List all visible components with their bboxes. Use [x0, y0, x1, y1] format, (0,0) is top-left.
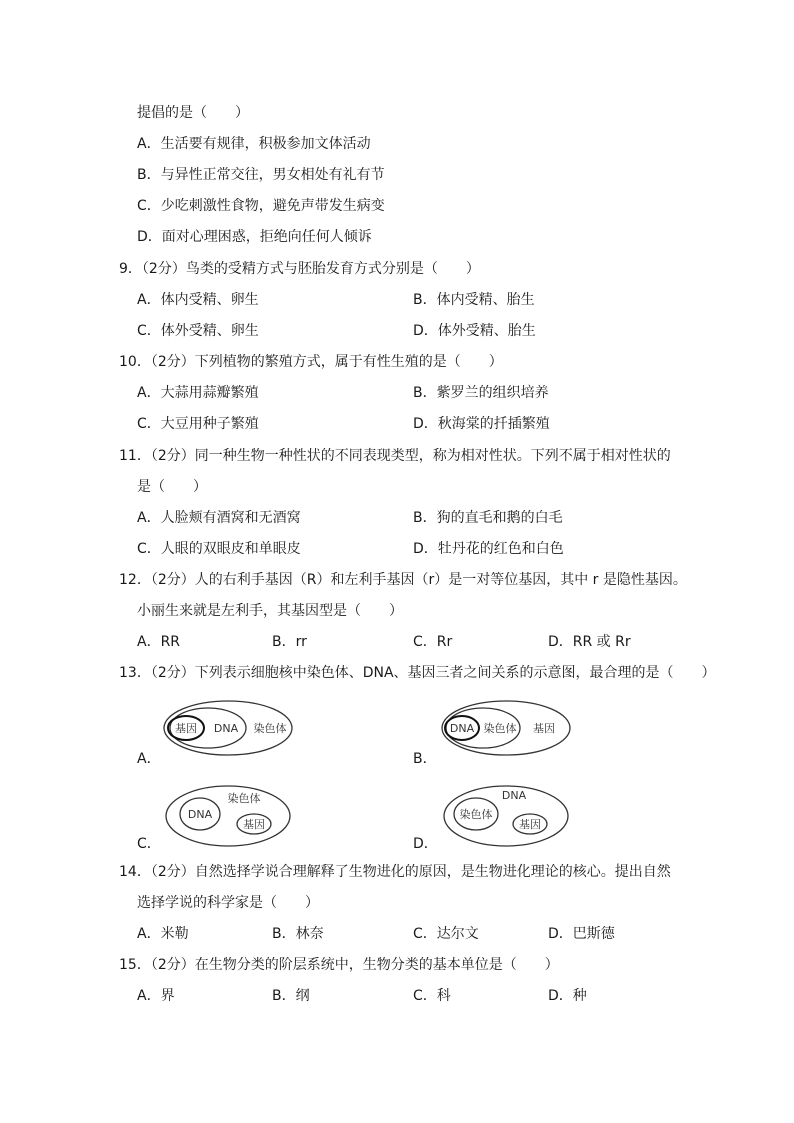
q12-stem-line1: 12．（2分）人的右利手基因（R）和左利手基因（r）是一对等位基因，其中 r 是隐性基因。 — [119, 572, 687, 588]
q14-option-c: C．达尔文 — [413, 926, 479, 942]
diagram-d-label-2: DNA — [501, 789, 527, 802]
q14-option-a: A．米勒 — [137, 926, 189, 942]
q15-option-c: C．科 — [413, 988, 451, 1004]
q14-stem-line1: 14．（2分）自然选择学说合理解释了生物进化的原因，是生物进化理论的核心。提出自然 — [119, 864, 671, 880]
q11-option-d: D．牡丹花的红色和白色 — [413, 541, 564, 557]
q15-option-d: D．种 — [548, 988, 587, 1004]
q11-stem-line1: 11．（2分）同一种生物一种性状的不同表现类型，称为相对性状。下列不属于相对性状的 — [119, 448, 671, 464]
diagram-c-label-3: 基因 — [243, 818, 265, 831]
q10-option-d: D．秋海棠的扦插繁殖 — [413, 416, 550, 432]
q11-option-a: A．人脸颊有酒窝和无酒窝 — [137, 510, 301, 526]
diagram-c-label-1: DNA — [187, 808, 213, 821]
diagram-a-label-1: 基因 — [175, 722, 197, 735]
q8-option-a: A．生活要有规律，积极参加文体活动 — [137, 136, 371, 152]
q12-option-d: D．RR 或 Rr — [548, 634, 631, 650]
diagram-b-label-2: 染色体 — [483, 722, 517, 735]
q10-option-c: C．大豆用种子繁殖 — [137, 416, 259, 432]
q11-option-b: B．狗的直毛和鹅的白毛 — [413, 510, 563, 526]
q12-option-c: C．Rr — [413, 634, 453, 650]
q11-stem-line2: 是（ ） — [137, 479, 207, 495]
q13-diagram-d — [438, 780, 578, 855]
q13-stem: 13．（2分）下列表示细胞核中染色体、DNA、基因三者之间关系的示意图，最合理的是（ ） — [119, 665, 716, 681]
q14-stem-line2: 选择学说的科学家是（ ） — [137, 895, 319, 911]
diagram-b-label-1: DNA — [449, 722, 475, 735]
q9-option-c: C．体外受精、卵生 — [137, 323, 259, 339]
q15-stem: 15．（2分）在生物分类的阶层系统中，生物分类的基本单位是（ ） — [119, 957, 559, 973]
q13-diagram-c — [160, 780, 300, 855]
q8-stem-tail: 提倡的是（ ） — [137, 105, 249, 121]
q13-option-a: A． — [137, 751, 161, 767]
diagram-a-label-2: DNA — [213, 722, 239, 735]
q10-option-a: A．大蒜用蒜瓣繁殖 — [137, 385, 259, 401]
q8-option-d: D．面对心理困惑，拒绝向任何人倾诉 — [137, 229, 372, 245]
q9-option-a: A．体内受精、卵生 — [137, 292, 259, 308]
diagram-a-label-3: 染色体 — [253, 722, 287, 735]
q15-option-b: B．纲 — [272, 988, 310, 1004]
diagram-c-label-2: 染色体 — [227, 792, 261, 805]
diagram-d-label-1: 染色体 — [459, 808, 493, 821]
q9-option-b: B．体内受精、胎生 — [413, 292, 535, 308]
q12-option-a: A．RR — [137, 634, 181, 650]
q14-option-b: B．林奈 — [272, 926, 324, 942]
q9-stem: 9．（2分）鸟类的受精方式与胚胎发育方式分别是（ ） — [119, 261, 480, 277]
q13-diagram-b — [438, 696, 578, 766]
diagram-d-label-3: 基因 — [519, 818, 541, 831]
diagram-b-label-3: 基因 — [533, 722, 555, 735]
q11-option-c: C．人眼的双眼皮和单眼皮 — [137, 541, 301, 557]
q15-option-a: A．界 — [137, 988, 175, 1004]
q12-option-b: B．rr — [272, 634, 307, 650]
q10-stem: 10．（2分）下列植物的繁殖方式，属于有性生殖的是（ ） — [119, 354, 503, 370]
q8-option-c: C．少吃刺激性食物，避免声带发生病变 — [137, 198, 385, 214]
q13-option-d: D． — [413, 836, 438, 852]
q13-diagram-a — [160, 696, 300, 766]
q13-option-c: C． — [137, 836, 161, 852]
q8-option-b: B．与异性正常交往，男女相处有礼有节 — [137, 167, 385, 183]
q12-stem-line2: 小丽生来就是左利手，其基因型是（ ） — [137, 603, 403, 619]
q10-option-b: B．紫罗兰的组织培养 — [413, 385, 549, 401]
q14-option-d: D．巴斯德 — [548, 926, 615, 942]
q9-option-d: D．体外受精、胎生 — [413, 323, 536, 339]
q13-option-b: B． — [413, 751, 437, 767]
